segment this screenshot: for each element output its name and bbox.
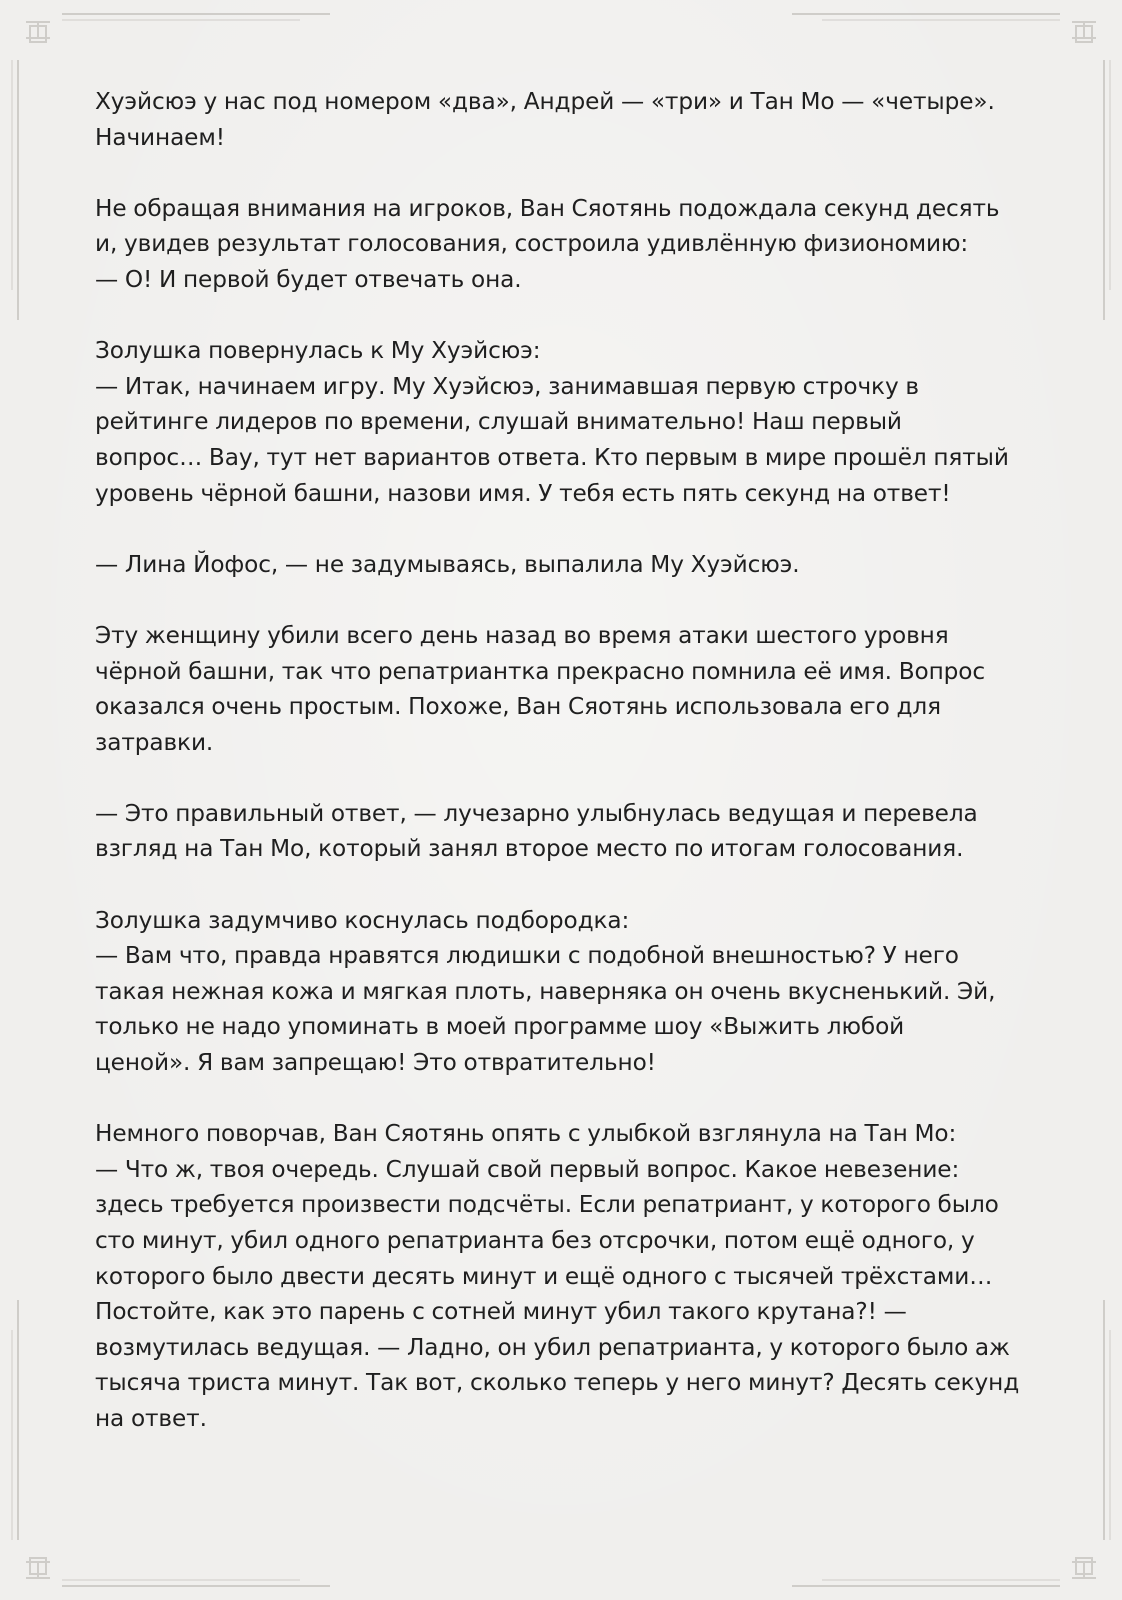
text-line: Начинаем! bbox=[95, 123, 225, 151]
text-line: Хуэйсюэ у нас под номером «два», Андрей — «три» и Тан Мо — «четыре». bbox=[95, 88, 995, 115]
text-line: только не надо упоминать в моей программе шоу «Выжить любой bbox=[95, 1013, 905, 1041]
text-line: Постойте, как это парень с сотней минут убил такого крутана?! — bbox=[95, 1298, 907, 1326]
text-line: — Это правильный ответ, — лучезарно улыбнулась ведущая и перевела bbox=[95, 799, 978, 827]
text-line: Золушка повернулась к Му Хуэйсюэ: bbox=[95, 337, 541, 365]
text-line: оказался очень простым. Похоже, Ван Сяотянь использовала его для bbox=[95, 693, 941, 721]
text-line: ценой». Я вам запрещаю! Это отвратительно! bbox=[95, 1049, 656, 1077]
text-line: Немного поворчав, Ван Сяотянь опять с улыбкой взглянула на Тан Мо: bbox=[95, 1120, 957, 1148]
text-line: рейтинге лидеров по времени, слушай внимательно! Наш первый bbox=[95, 408, 902, 436]
paragraph bbox=[95, 84, 1035, 155]
text-line: сто минут, убил одного репатрианта без отсрочки, потом ещё одного, у bbox=[95, 1227, 975, 1254]
text-line: — Итак, начинаем игру. Му Хуэйсюэ, занимавшая первую строчку в bbox=[95, 372, 919, 400]
text-line: здесь требуется произвести подсчёты. Если репатриант, у которого было bbox=[95, 1191, 999, 1219]
text-line: на ответ. bbox=[95, 1404, 207, 1432]
text-line: возмутилась ведущая. — Ладно, он убил репатрианта, у которого было аж bbox=[95, 1333, 1010, 1361]
text-line: тысяча триста минут. Так вот, сколько теперь у него минут? Десять секунд bbox=[95, 1369, 1020, 1397]
text-line: такая нежная кожа и мягкая плоть, наверняка он очень вкусненький. Эй, bbox=[95, 977, 996, 1005]
text-line: — О! И первой будет отвечать она. bbox=[95, 265, 522, 293]
text-line: Не обращая внимания на игроков, Ван Сяотянь подождала секунд десять bbox=[95, 194, 1000, 222]
body-text bbox=[95, 84, 1035, 1472]
paragraph bbox=[95, 191, 1035, 298]
text-line: уровень чёрной башни, назови имя. У тебя есть пять секунд на ответ! bbox=[95, 479, 951, 507]
text-line: которого было двести десять минут и ещё одного с тысячей трёхстами… bbox=[95, 1262, 993, 1290]
text-line: Эту женщину убили всего день назад во время атаки шестого уровня bbox=[95, 621, 949, 649]
paragraph bbox=[95, 618, 1035, 760]
paragraph bbox=[95, 547, 1035, 583]
text-line: — Что ж, твоя очередь. Слушай свой первый вопрос. Какое невезение: bbox=[95, 1155, 960, 1183]
text-line: — Вам что, правда нравятся людишки с подобной внешностью? У него bbox=[95, 942, 959, 970]
text-line: вопрос… Вау, тут нет вариантов ответа. Кто первым в мире прошёл пятый bbox=[95, 443, 1009, 471]
text-line: — Лина Йофос, — не задумываясь, выпалила Му Хуэйсюэ. bbox=[95, 550, 800, 578]
text-line: и, увидев результат голосования, состроила удивлённую физиономию: bbox=[95, 230, 969, 258]
text-line: Золушка задумчиво коснулась подбородка: bbox=[95, 906, 630, 934]
text-line: чёрной башни, так что репатриантка прекрасно помнила её имя. Вопрос bbox=[95, 657, 986, 685]
text-line: затравки. bbox=[95, 728, 214, 756]
paragraph bbox=[95, 903, 1035, 1081]
paragraph bbox=[95, 1116, 1035, 1436]
text-line: взгляд на Тан Мо, который занял второе место по итогам голосования. bbox=[95, 835, 964, 863]
paragraph bbox=[95, 796, 1035, 867]
paragraph bbox=[95, 333, 1035, 511]
